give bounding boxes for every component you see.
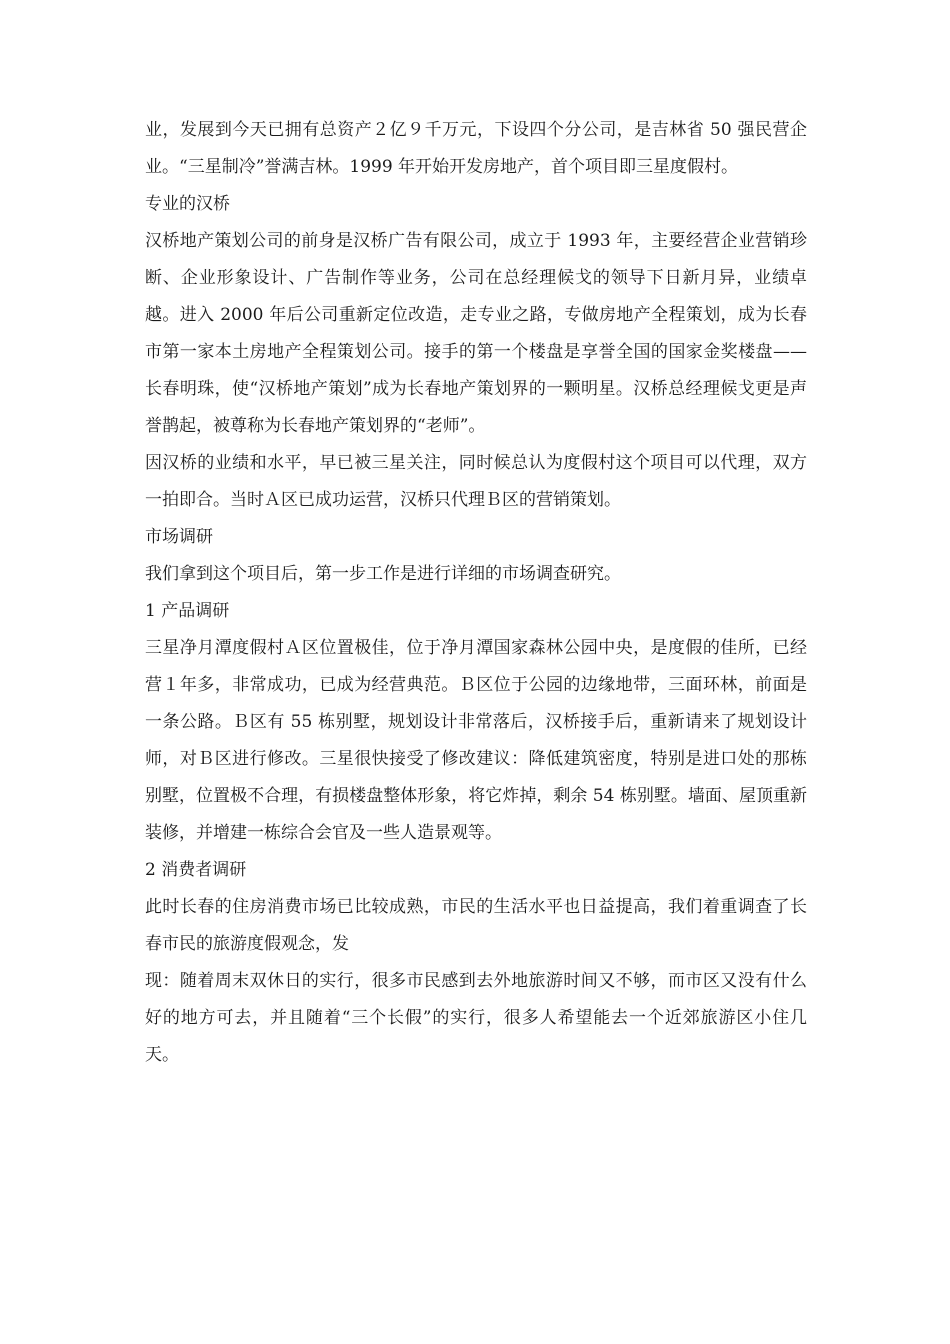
paragraph-research-first-step: 我们拿到这个项目后，第一步工作是进行详细的市场调查研究。 (145, 564, 621, 584)
document-body (145, 112, 807, 1074)
paragraph-consumer-research: 此时长春的住房消费市场已比较成熟，市民的生活水平也日益提高，我们着重调查了长春市民的旅游度假观念，发 (145, 897, 807, 954)
heading-product-research: 1 产品调研 (145, 601, 230, 621)
paragraph-consumer-finding: 现：随着周末双休日的实行，很多市民感到去外地旅游时间又不够，而市区又没有什么好的地方可去，并且随着“三个长假”的实行，很多人希望能去一个近郊旅游区小住几天。 (145, 971, 807, 1065)
paragraph-company-intro: 业，发展到今天已拥有总资产２亿９千万元，下设四个分公司，是吉林省 50 强民营企业。“三星制冷”誉满吉林。1999 年开始开发房地产，首个项目即三星度假村。 (145, 120, 807, 177)
heading-market-research: 市场调研 (145, 527, 213, 547)
paragraph-product-research: 三星净月潭度假村Ａ区位置极佳，位于净月潭国家森林公园中央，是度假的佳所，已经营１年多，非常成功，已成为经营典范。Ｂ区位于公园的边缘地带，三面环林，前面是一条公路。Ｂ区有 55 栋别墅，规划设计非常落后，汉桥接手后，重新请来了规划设计师，对Ｂ区进行修改。三星很快接受了修改建议：降低建筑密度，特别是进口处的那栋别墅，位置极不合理，有损楼盘整体形象，将它炸掉，剩余 54 栋别墅。墙面、屋顶重新装修，并增建一栋综合会官及一些人造景观等。 (145, 638, 807, 843)
heading-consumer-research: 2 消费者调研 (145, 860, 247, 880)
paragraph-cooperation: 因汉桥的业绩和水平，早已被三星关注，同时候总认为度假村这个项目可以代理，双方一拍即合。当时Ａ区已成功运营，汉桥只代理Ｂ区的营销策划。 (145, 453, 807, 510)
heading-professional-hanqiao: 专业的汉桥 (145, 194, 230, 214)
paragraph-hanqiao-history: 汉桥地产策划公司的前身是汉桥广告有限公司，成立于 1993 年，主要经营企业营销珍断、企业形象设计、广告制作等业务，公司在总经理候戈的领导下日新月异，业绩卓越。进入 2000 年后公司重新定位改造，走专业之路，专做房地产全程策划，成为长春市第一家本土房地产全程策划公司。接手的第一个楼盘是享誉全国的国家金奖楼盘——长春明珠，使“汉桥地产策划”成为长春地产策划界的一颗明星。汉桥总经理候戈更是声誉鹊起，被尊称为长春地产策划界的“老师”。 (145, 231, 807, 436)
